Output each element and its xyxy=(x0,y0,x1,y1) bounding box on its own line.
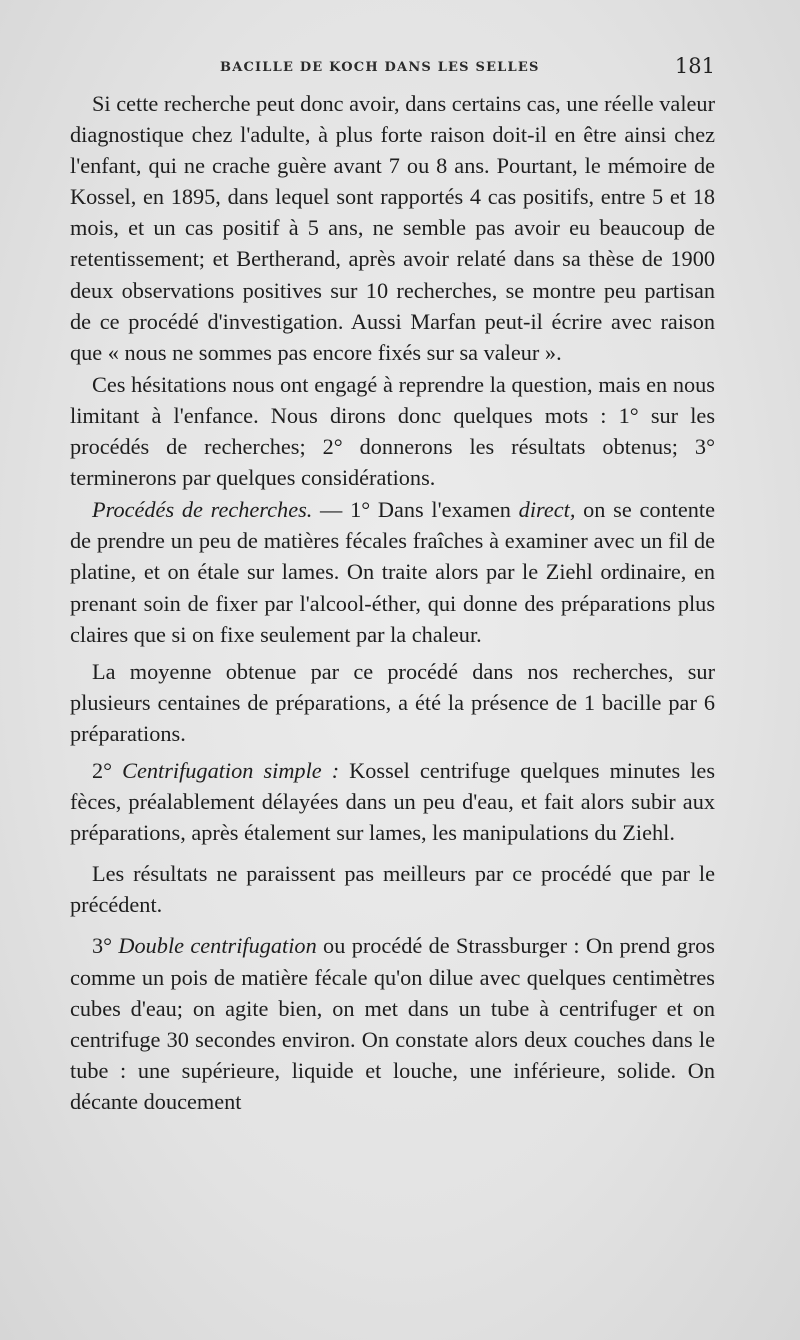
paragraph-5-italic-heading: Centrifugation simple : xyxy=(122,757,340,783)
paragraph-7 xyxy=(70,930,715,1117)
paragraph-5-text: Kossel centrifuge quelques minutes les fèces, préalablement délayées dans un peu d'eau, et fait alors subir aux préparations, après étalement sur lames, les manipulations du Ziehl. xyxy=(70,757,715,846)
paragraph-4: La moyenne obtenue par ce procédé dans nos recherches, sur plusieurs centaines de préparations, a été la présence de 1 bacille par 6 préparations. xyxy=(70,658,715,746)
paragraph-2: Ces hésitations nous ont engagé à reprendre la question, mais en nous limitant à l'enfance. Nous dirons donc quelques mots : 1° sur les procédés de recherches; 2° donnerons les résultats obtenus; 3° terminerons par quelques considérations. xyxy=(70,371,715,491)
paragraph-5-number: 2° xyxy=(92,757,123,783)
paragraph-7-italic-heading: Double centrifugation xyxy=(118,933,317,959)
paragraph-3-text-b: on se contente de prendre un peu de matières fécales fraîches à examiner avec un fil de platine, et on étale sur lames. On traite alors par le Ziehl ordinaire, en prenant soin de fixer par l'alcool-éther, qui donne des préparations plus claires que si on fixe seulement par la chaleur. xyxy=(70,497,715,647)
page-number: 181 xyxy=(674,54,715,78)
page-header xyxy=(70,52,715,82)
paragraph-6: Les résultats ne paraissent pas meilleurs par ce procédé que par le précédent. xyxy=(70,861,715,918)
paragraph-7-number: 3° xyxy=(92,933,119,959)
body-text xyxy=(70,88,715,1117)
paragraph-1: Si cette recherche peut donc avoir, dans certains cas, une réelle valeur diagnostique chez l'adulte, à plus forte raison doit-il en être ainsi chez l'enfant, qui ne crache guère avant 7 ou 8 ans. Pourtant, le mémoire de Kossel, en 1895, dans lequel sont rapportés 4 cas positifs, entre 5 et 18 mois, et un cas positif à 5 ans, ne semble pas avoir eu beaucoup de retentissement; et Bertherand, après avoir relaté dans sa thèse de 1900 deux observations positives sur 10 recherches, se montre peu partisan de ce procédé d'investigation. Aussi Marfan peut-il écrire avec raison que « nous ne sommes pas encore fixés sur sa valeur ». xyxy=(70,91,715,365)
paragraph-7-text: ou procédé de Strassburger : On prend gros comme un pois de matière fécale qu'on dilue avec quelques centimètres cubes d'eau; on agite bien, on met dans un tube à centrifuger et on centrifuge 30 secondes environ. On constate alors deux couches dans le tube : une supérieure, liquide et louche, une inférieure, solide. On décante doucement xyxy=(70,933,715,1114)
paragraph-3-italic-heading: Procédés de recherches. xyxy=(92,497,313,523)
paragraph-3 xyxy=(70,494,715,649)
running-title: BACILLE DE KOCH DANS LES SELLES xyxy=(220,60,540,75)
paragraph-3-italic-direct: direct, xyxy=(518,497,576,523)
paragraph-3-text-a: — 1° Dans l'examen xyxy=(312,497,519,523)
paragraph-5 xyxy=(70,755,715,848)
